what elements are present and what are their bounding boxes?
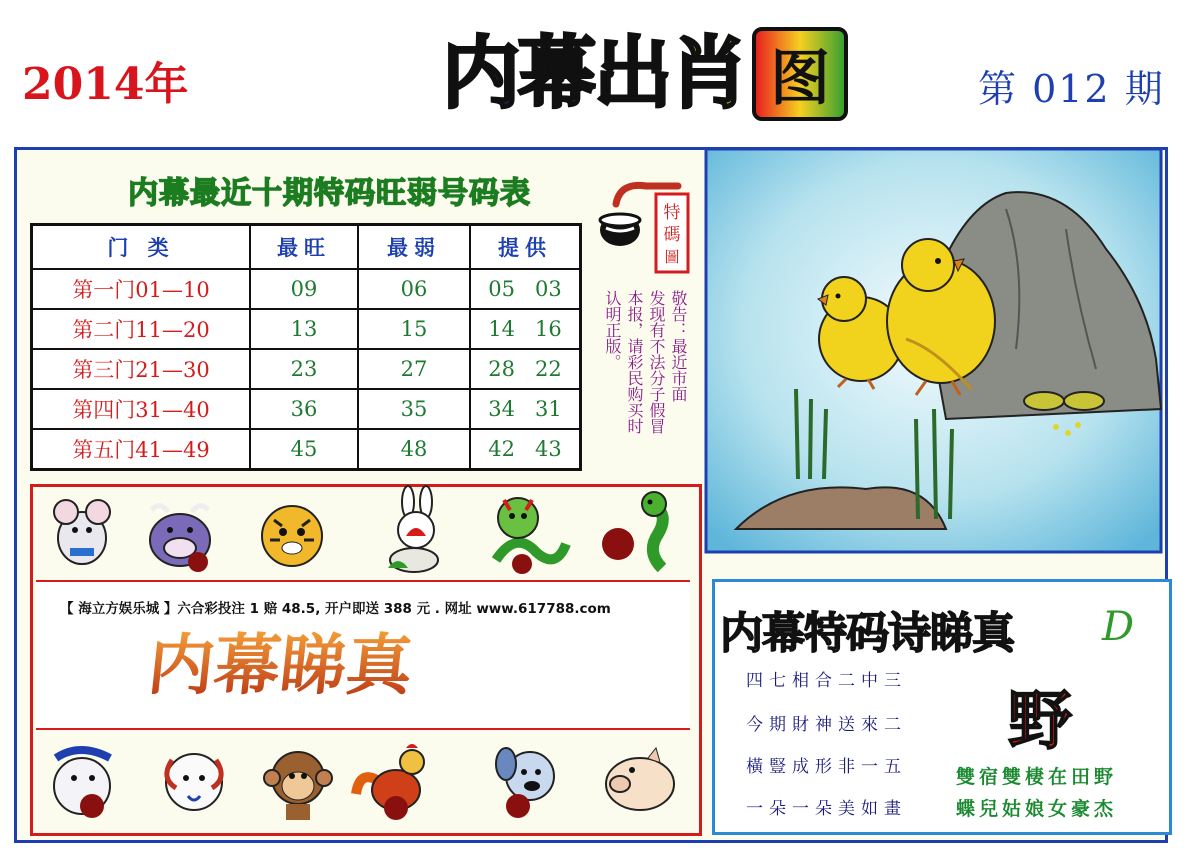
provide-2: 31 xyxy=(535,397,562,421)
table-header: 最弱 xyxy=(358,225,470,270)
provide-1: 34 xyxy=(488,397,515,421)
table-row xyxy=(32,269,581,309)
brand-logo xyxy=(144,612,417,710)
notice-text xyxy=(594,290,688,470)
notice-col: 本报，请彩民购买时 xyxy=(625,290,644,434)
row-label: 第五门41—49 xyxy=(32,429,251,470)
provide-1: 42 xyxy=(488,437,515,461)
table-row xyxy=(32,349,581,389)
poem-right-line: 蝶兒姑娘女豪杰 xyxy=(956,798,1118,820)
poem-right-line: 雙宿雙棲在田野 xyxy=(956,766,1118,788)
notice-col: 发现有不法分子假冒 xyxy=(647,290,666,434)
monkey-icon xyxy=(256,738,340,822)
year-label: 2014年 xyxy=(22,59,189,110)
table-row xyxy=(32,429,581,470)
title-char-1: 内 xyxy=(442,29,519,119)
horse-icon xyxy=(40,738,124,822)
poem-title: 内幕特码诗睇真 xyxy=(720,609,1014,659)
page-title xyxy=(442,30,848,118)
issue-number: 第 012 期 xyxy=(978,67,1165,111)
pig-icon xyxy=(598,738,682,822)
poem-line: 一朵一朵美如畫 xyxy=(746,799,907,819)
poem-line: 四七相合二中三 xyxy=(746,671,907,691)
table-header: 提供 xyxy=(470,225,581,270)
rooster-icon xyxy=(350,738,434,822)
row-label: 第一门01—10 xyxy=(32,269,251,309)
table-row xyxy=(32,309,581,349)
provide-2: 16 xyxy=(535,317,562,341)
cell-min: 48 xyxy=(358,429,470,470)
tiger-icon xyxy=(250,490,334,574)
stamp-char-1: 特 xyxy=(663,203,681,223)
dog-icon xyxy=(486,738,570,822)
provide-1: 28 xyxy=(488,357,515,381)
title-char-3: 出 xyxy=(594,29,671,119)
stamp-char-2: 碼 xyxy=(663,225,681,245)
goat-icon xyxy=(150,738,234,822)
snake-icon xyxy=(596,490,680,574)
dragon-icon xyxy=(486,490,570,574)
provide-2: 22 xyxy=(535,357,562,381)
notice-col: 敬告：最近市面 xyxy=(669,290,688,402)
cell-min: 15 xyxy=(358,309,470,349)
table-header-row xyxy=(32,225,581,270)
cell-provide xyxy=(470,429,581,470)
poem-line: 今期財神送來二 xyxy=(746,715,907,735)
table-header: 门 类 xyxy=(32,225,251,270)
cell-max: 13 xyxy=(250,309,358,349)
notice-col: 认明正版。 xyxy=(603,290,622,370)
number-table xyxy=(30,223,582,471)
cell-min: 27 xyxy=(358,349,470,389)
stamp-char-3: 圖 xyxy=(664,248,680,266)
pot-stamp-icon xyxy=(598,178,694,276)
row-label: 第三门21—30 xyxy=(32,349,251,389)
cell-max: 23 xyxy=(250,349,358,389)
chicks-illustration xyxy=(706,149,1161,552)
cell-provide xyxy=(470,389,581,429)
cell-max: 09 xyxy=(250,269,358,309)
poem-line: 橫豎成形非一五 xyxy=(746,757,907,777)
poem-big-char: 野 xyxy=(1008,685,1072,759)
rat-icon xyxy=(40,490,124,574)
cell-provide xyxy=(470,269,581,309)
row-label: 第四门31—40 xyxy=(32,389,251,429)
title-char-2: 幕 xyxy=(518,29,595,119)
ad-banner: 【 海立方娱乐城 】六合彩投注 1 赔 48.5, 开户即送 388 元 . 网址 www.617788.com xyxy=(60,601,611,617)
cell-max: 36 xyxy=(250,389,358,429)
cell-provide xyxy=(470,309,581,349)
row-label: 第二门11—20 xyxy=(32,309,251,349)
provide-1: 14 xyxy=(488,317,515,341)
table-row xyxy=(32,389,581,429)
cell-min: 35 xyxy=(358,389,470,429)
ox-icon xyxy=(138,490,222,574)
cell-max: 45 xyxy=(250,429,358,470)
brand-text: 内幕睇真 xyxy=(144,627,417,704)
provide-1: 05 xyxy=(488,277,515,301)
provide-2: 03 xyxy=(535,277,562,301)
table-header: 最旺 xyxy=(250,225,358,270)
cell-min: 06 xyxy=(358,269,470,309)
cell-provide xyxy=(470,349,581,389)
poem-title-mark: D xyxy=(1102,604,1135,650)
rabbit-icon xyxy=(374,490,458,574)
title-char-4: 肖 xyxy=(670,29,747,119)
provide-2: 43 xyxy=(535,437,562,461)
table-title: 内幕最近十期特码旺弱号码表 xyxy=(128,176,531,211)
title-box-char: 图 xyxy=(752,27,848,121)
